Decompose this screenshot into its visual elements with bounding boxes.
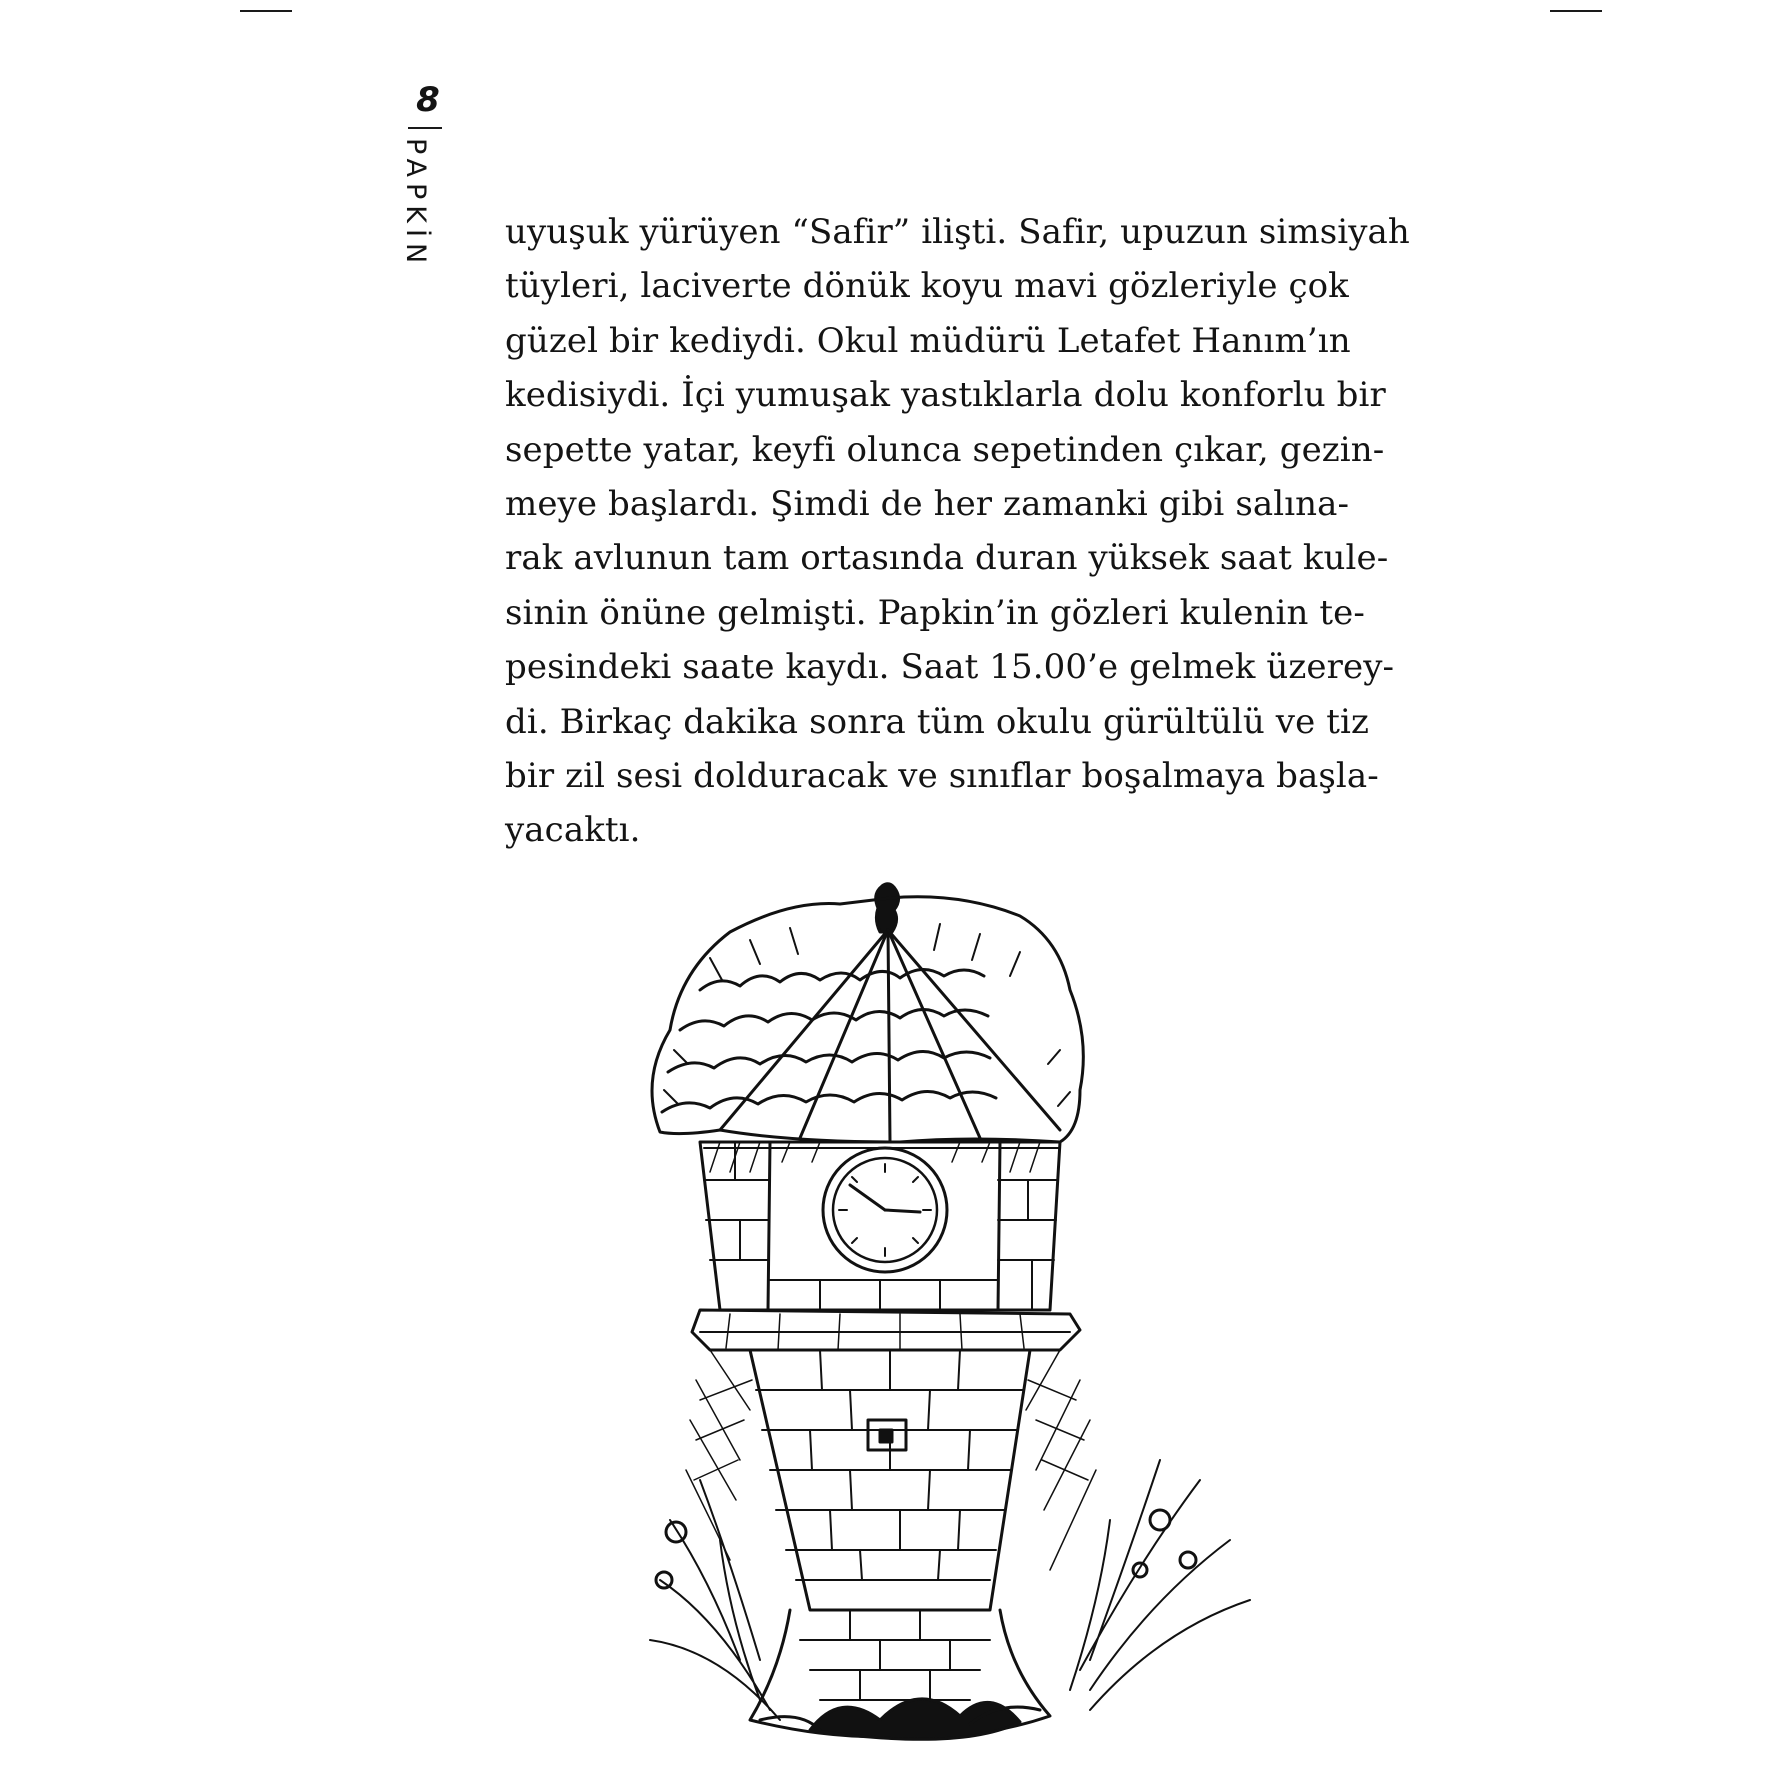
crop-mark-right bbox=[1550, 10, 1602, 12]
text-line: yacaktı. bbox=[505, 810, 641, 851]
text-line: di. Birkaç dakika sonra tüm okulu gürültülü ve tiz bbox=[505, 701, 1369, 742]
text-line: uyuşuk yürüyen “Safir” ilişti. Safir, upuzun simsiyah bbox=[505, 212, 1410, 252]
page-number: 8 bbox=[416, 80, 440, 120]
text-line: tüyleri, laciverte dönük koyu mavi gözleriyle çok bbox=[505, 266, 1349, 307]
text-line: pesindeki saate kaydı. Saat 15.00’e gelmek üzerey- bbox=[505, 647, 1395, 688]
crop-mark-left bbox=[240, 10, 292, 12]
text-line: güzel bir kediydi. Okul müdürü Letafet Hanım’ın bbox=[505, 320, 1351, 361]
text-line: sinin önüne gelmişti. Papkin’in gözleri kulenin te- bbox=[505, 592, 1365, 633]
clock-tower-icon bbox=[640, 880, 1260, 1750]
text-line: kedisiydi. İçi yumuşak yastıklarla dolu konforlu bir bbox=[505, 375, 1386, 416]
text-line: sepette yatar, keyfi olunca sepetinden çıkar, gezin- bbox=[505, 429, 1385, 470]
body-text bbox=[505, 205, 1410, 858]
paragraph bbox=[505, 205, 1410, 858]
text-line: meye başlardı. Şimdi de her zamanki gibi salına- bbox=[505, 484, 1350, 525]
running-head bbox=[400, 80, 448, 270]
running-head-rule bbox=[408, 127, 442, 129]
book-title: PAPKİN bbox=[400, 138, 431, 270]
text-line: bir zil sesi dolduracak ve sınıflar boşalmaya başla- bbox=[505, 756, 1379, 797]
text-line: rak avlunun tam ortasında duran yüksek saat kule- bbox=[505, 538, 1389, 579]
